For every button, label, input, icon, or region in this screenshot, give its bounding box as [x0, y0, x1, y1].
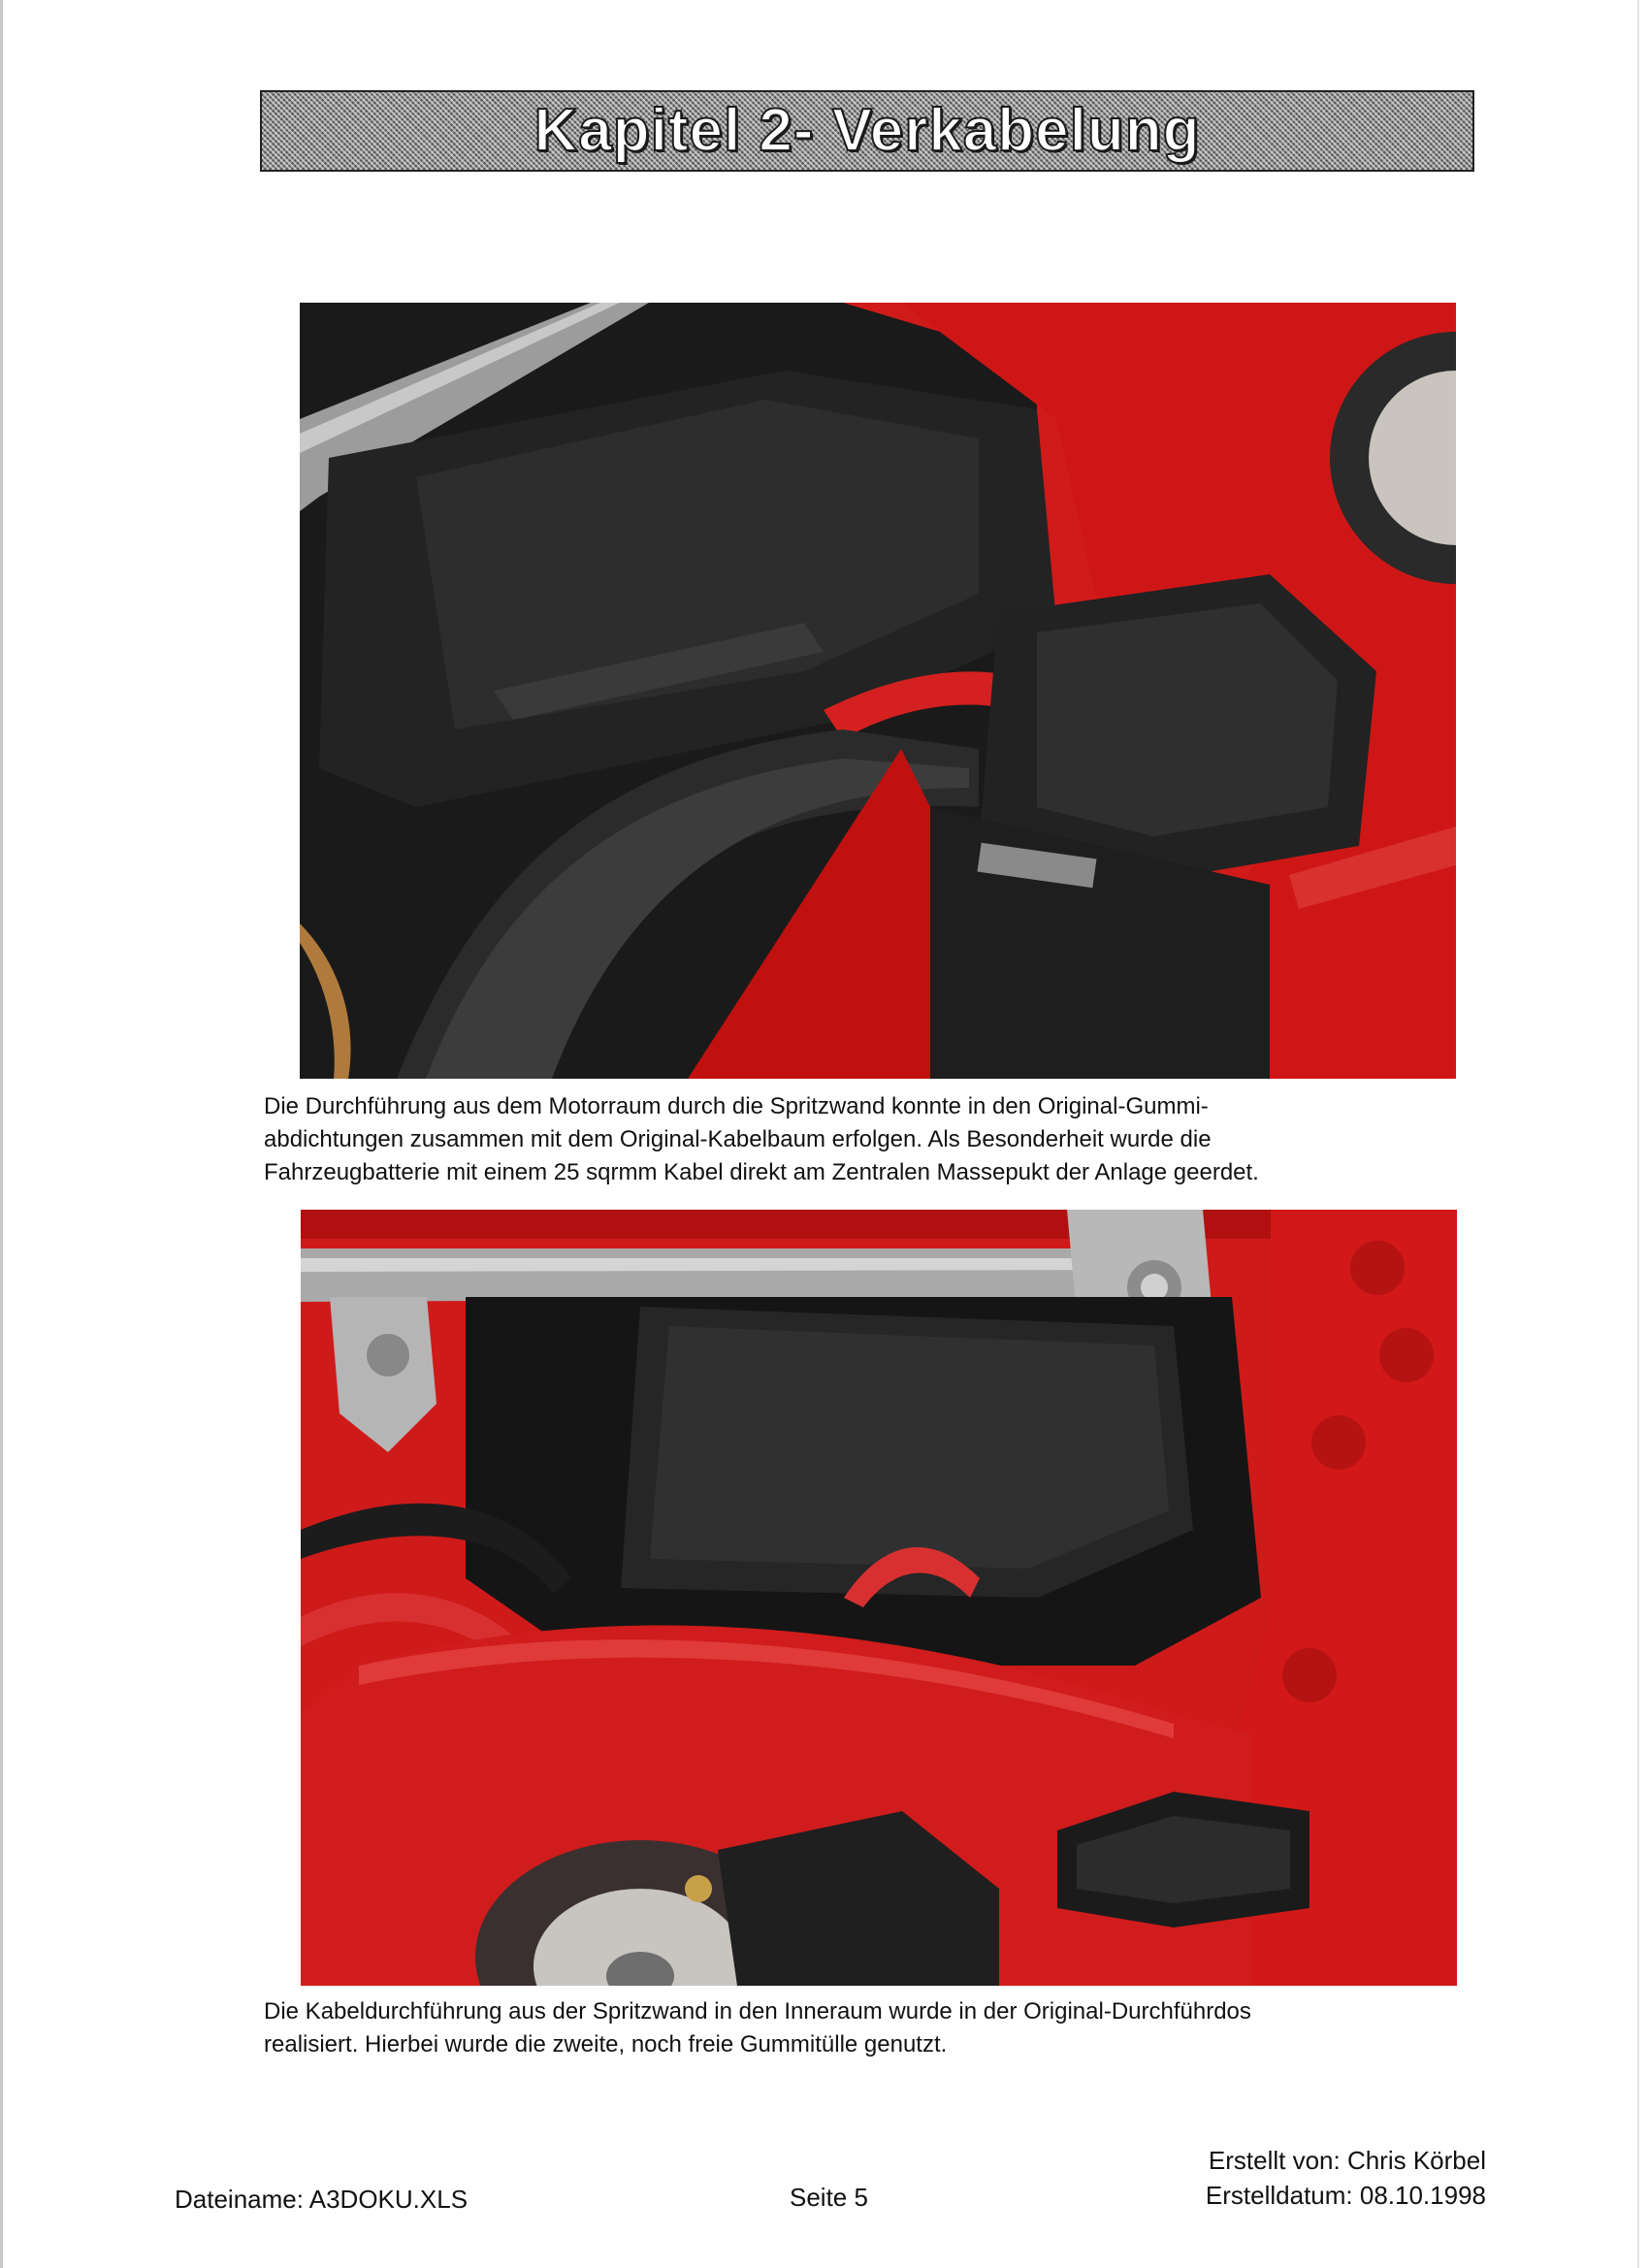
caption-2-line-2: realisiert. Hierbei wurde die zweite, noch freie Gummitülle genutzt. — [264, 2031, 948, 2057]
chapter-banner — [260, 90, 1474, 172]
photo-engine-bay-firewall-image — [300, 303, 1456, 1079]
photo-engine-bay-firewall — [300, 303, 1456, 1079]
caption-2 — [264, 1995, 1467, 2061]
footer-date: Erstelldatum: 08.10.1998 — [1205, 2181, 1486, 2210]
caption-1-line-3: Fahrzeugbatterie mit einem 25 sqrmm Kabel direkt am Zentralen Massepukt der Anlage geerdet. — [264, 1159, 1259, 1185]
footer-author: Erstellt von: Chris Körbel — [1208, 2146, 1486, 2175]
footer-page-number: Seite 5 — [790, 2183, 868, 2212]
page-edge-right — [1637, 0, 1639, 2268]
footer-filename: Dateiname: A3DOKU.XLS — [175, 2185, 469, 2214]
caption-2-line-1: Die Kabeldurchführung aus der Spritzwand in den Inneraum wurde in der Original-Durchführdos — [264, 1998, 1251, 2025]
page-edge-shadow — [0, 0, 3, 2268]
caption-1-line-2: abdichtungen zusammen mit dem Original-Kabelbaum erfolgen. Als Besonderheit wurde die — [264, 1126, 1212, 1152]
photo-firewall-interior-passthrough — [301, 1210, 1457, 1986]
caption-1 — [264, 1090, 1467, 1189]
photo-firewall-interior-passthrough-image — [301, 1210, 1457, 1986]
caption-1-line-1: Die Durchführung aus dem Motorraum durch die Spritzwand konnte in den Original-Gummi- — [264, 1093, 1209, 1119]
chapter-title: Kapitel 2- Verkabelung — [534, 97, 1201, 164]
